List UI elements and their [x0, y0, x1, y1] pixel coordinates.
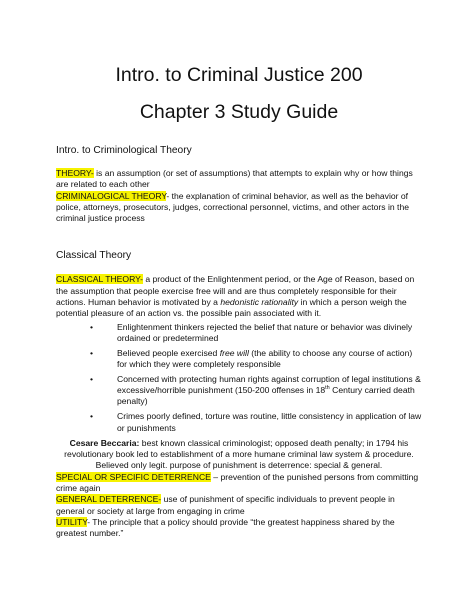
list-item-text: Concerned with protecting human rights against corruption of legal institutions & excessive/horrible punishment (150-200 offenses in 18 [117, 373, 421, 396]
beccaria-text: best known classical criminologist; opposed death penalty; in 1794 his revolutionary book led to establishment of a more humane criminal law system & procedure. Believed only legit. purpose of punishment is deterrence: special & general. [64, 437, 414, 471]
definition-text: in which a person weigh the potential pleasure of an action vs. the possible pain associated with it. [56, 297, 407, 319]
definition-theory [56, 168, 422, 191]
definition-classical-theory [56, 274, 422, 319]
beccaria-name: Cesare Beccaria: [69, 437, 140, 448]
definition-text: use of punishment of specific individuals to prevent people in general or society at large from engaging in crime [56, 494, 395, 516]
list-item [90, 347, 422, 371]
list-item [90, 411, 422, 434]
definition-text: - the explanation of criminal behavior, as well as the behavior of police, attorneys, prosecutors, judges, correctional personnel, victims, and other actors in the criminal justice process [56, 190, 409, 224]
list-item-text: Century carried death penalty) [117, 385, 415, 407]
term-classical-theory: CLASSICAL THEORY- [56, 274, 143, 285]
document-subtitle: Chapter 3 Study Guide [139, 101, 339, 123]
list-item [90, 373, 422, 408]
definition-text: a product of the Enlightenment period, or the Age of Reason, based on the assumption that people exercise free will and are thus completely responsible for their actions. Human behavior is motivated by a [56, 274, 415, 308]
bullet-icon: • [90, 347, 94, 358]
bullet-icon: • [90, 411, 94, 422]
term-theory: THEORY- [56, 168, 94, 178]
emphasis-text: hedonistic rationality [220, 297, 299, 308]
definition-text: – prevention of the punished persons from committing crime again [56, 471, 419, 494]
bullet-icon: • [90, 373, 94, 384]
list-item [90, 321, 422, 345]
definition-criminological-theory [56, 191, 422, 225]
definition-specific-deterrence [56, 472, 422, 495]
list-item-text: Enlightenment thinkers rejected the belief that nature or behavior was divinely ordained or predetermined [117, 321, 413, 343]
term-specific-deterrence: SPECIAL OR SPECIFIC DETERRENCE [56, 471, 211, 482]
section-heading-criminological-theory: Intro. to Criminological Theory [56, 145, 192, 156]
bullet-icon: • [90, 321, 94, 332]
list-item-text: (the ability to choose any course of action) for which they were completely responsible [117, 347, 413, 370]
list-item-text: Believed people exercised [117, 347, 220, 358]
bullet-list [56, 322, 422, 434]
term-utility: UTILITY [56, 516, 88, 527]
definition-text: - The principle that a policy should provide “the greatest happiness shared by the greatest number.” [56, 516, 395, 539]
definition-utility [56, 517, 422, 540]
definition-text: is an assumption (or set of assumptions) that attempts to explain why or how things are related to each other [56, 168, 413, 190]
document-title: Intro. to Criminal Justice 200 [115, 64, 363, 86]
beccaria-paragraph [56, 438, 422, 472]
term-general-deterrence: GENERAL DETERRENCE- [56, 494, 162, 505]
list-item-text: Crimes poorly defined, torture was routine, little consistency in application of law or punishments [117, 411, 422, 433]
emphasis-text: free will [219, 347, 249, 358]
superscript-text: th [325, 385, 330, 392]
definition-general-deterrence [56, 494, 422, 517]
term-criminological-theory: CRIMINALOGICAL THEORY [56, 190, 167, 201]
section-heading-classical-theory: Classical Theory [56, 250, 132, 262]
